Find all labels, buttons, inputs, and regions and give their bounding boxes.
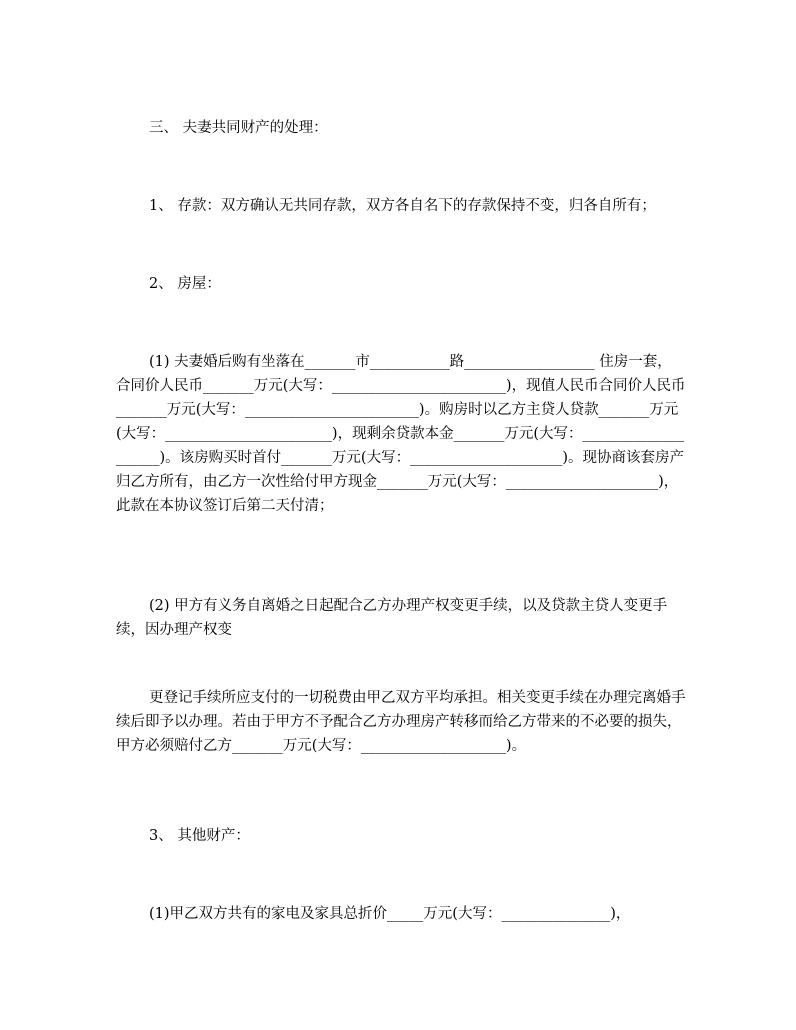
house-clause-1: (1) 夫妻婚后购有坐落在_______市___________路__________________ 住房一套，合同价人民币_______万元(大写：________________________)，现值人民币合同价人民币_______万元(大写：________________________)。购房时以乙方主贷人贷款_______万元(大写：_______________________)，现剩余贷款本金_______万元(大写：____________________)。该房购买时首付_______万元(大写：_____________________)。现协商该套房产归乙方所有，由乙方一次性给付甲方现金_______万元(大写：_____________________)，此款在本协议签订后第二天付清；: [116, 354, 686, 514]
item-deposits: 1、 存款：双方确认无共同存款，双方各自名下的存款保持不变，归各自所有；: [149, 198, 656, 214]
other-property-clause-1: (1)甲乙双方共有的家电及家具总折价_____万元(大写：_______________)，: [149, 906, 631, 922]
house-clause-2-continued: 更登记手续所应支付的一切税费由甲乙双方平均承担。相关变更手续在办理完离婚手续后即予以办理。若由于甲方不予配合乙方办理房产转移而给乙方带来的不必要的损失，甲方必须赔付乙方_______万元(大写：____________________)。: [116, 690, 686, 754]
section-heading-joint-property: 三、 夫妻共同财产的处理：: [149, 120, 328, 136]
item-other-property-heading: 3、 其他财产：: [149, 828, 250, 844]
item-house-heading: 2、 房屋：: [149, 276, 221, 292]
house-clause-2: (2) 甲方有义务自离婚之日起配合乙方办理产权变更手续，以及贷款主贷人变更手续，因办理产权变: [116, 598, 668, 638]
